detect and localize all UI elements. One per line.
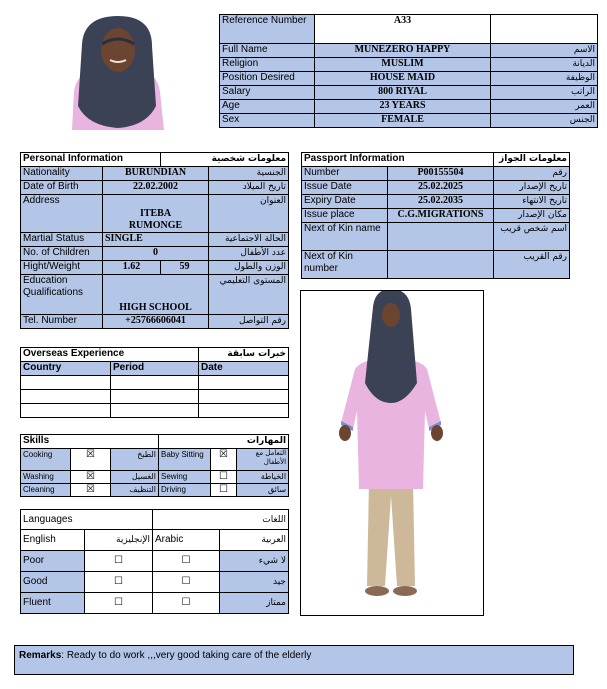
address-value	[103, 195, 209, 233]
kin-name-ar: اسم شخص قريب	[494, 223, 570, 251]
kin-name-label: Next of Kin name	[302, 223, 388, 251]
full-name-label: Full Name	[220, 44, 315, 58]
skill-sewing-ar: الخياطة	[237, 471, 289, 484]
age-value: 23 YEARS	[315, 100, 491, 114]
weight-value: 59	[161, 261, 209, 275]
salary-value: 800 RIYAL	[315, 86, 491, 100]
religion-label: Religion	[220, 58, 315, 72]
issue-place-label: Issue place	[302, 209, 388, 223]
overseas-col-country: Country	[21, 362, 111, 376]
education-label: Education Qualifications	[21, 275, 103, 315]
dob-ar: تاريخ الميلاد	[209, 181, 289, 195]
marital-label: Martial Status	[21, 233, 103, 247]
age-ar: العمر	[491, 100, 598, 114]
lang-english-ar: الإنجليزية	[85, 530, 153, 551]
personal-info-table	[20, 152, 289, 329]
kin-name-value	[388, 223, 494, 251]
tel-ar: رقم التواصل	[209, 315, 289, 329]
tel-value: +25766606041	[103, 315, 209, 329]
passport-info-title-ar: معلومات الجواز	[494, 153, 570, 167]
expiry-date-value: 25.02.2035	[388, 195, 494, 209]
passport-number-label: Number	[302, 167, 388, 181]
lang-good-arabic-checkbox[interactable]: ☐	[153, 572, 220, 593]
portrait-image	[14, 14, 218, 130]
full-body-image	[301, 291, 483, 615]
personal-info-title-ar: معلومات شخصية	[161, 153, 289, 167]
reference-number-label: Reference Number	[220, 15, 315, 44]
skill-washing-checkbox[interactable]: ☒	[71, 471, 111, 484]
skill-cooking-label: Cooking	[21, 449, 71, 471]
skill-cooking-checkbox[interactable]: ☒	[71, 449, 111, 471]
address-line1: ITEBA	[139, 208, 172, 219]
skills-title: Skills	[21, 435, 159, 449]
sex-label: Sex	[220, 114, 315, 128]
skill-washing-label: Washing	[21, 471, 71, 484]
position-value: HOUSE MAID	[315, 72, 491, 86]
height-weight-ar: الوزن والطول	[209, 261, 289, 275]
position-label: Position Desired	[220, 72, 315, 86]
children-ar: عدد الأطفال	[209, 247, 289, 261]
salary-ar: الراتب	[491, 86, 598, 100]
dob-value: 22.02.2002	[103, 181, 209, 195]
lang-arabic-label: Arabic	[153, 530, 220, 551]
height-weight-label: Hight/Weight	[21, 261, 103, 275]
overseas-cell	[21, 404, 111, 418]
skill-babysitting-checkbox[interactable]: ☒	[211, 449, 237, 471]
children-label: No. of Children	[21, 247, 103, 261]
remarks-label: Remarks	[19, 650, 62, 661]
overseas-title: Overseas Experience	[21, 348, 199, 362]
full-body-photo	[300, 290, 484, 616]
skills-title-ar: المهارات	[159, 435, 289, 449]
overseas-cell	[21, 390, 111, 404]
overseas-cell	[111, 376, 199, 390]
skill-driving-label: Driving	[159, 484, 211, 497]
lang-good-label: Good	[21, 572, 85, 593]
expiry-date-label: Expiry Date	[302, 195, 388, 209]
position-ar: الوظيفة	[491, 72, 598, 86]
skill-sewing-label: Sewing	[159, 471, 211, 484]
religion-ar: الديانة	[491, 58, 598, 72]
lang-good-ar: جيد	[220, 572, 289, 593]
sex-value: FEMALE	[315, 114, 491, 128]
skill-cleaning-ar: التنظيف	[111, 484, 159, 497]
lang-poor-label: Poor	[21, 551, 85, 572]
overseas-col-period: Period	[111, 362, 199, 376]
marital-ar: الحالة الاجتماعية	[209, 233, 289, 247]
full-name-value: MUNEZERO HAPPY	[315, 44, 491, 58]
lang-fluent-english-checkbox[interactable]: ☐	[85, 593, 153, 614]
skill-cleaning-label: Cleaning	[21, 484, 71, 497]
overseas-cell	[199, 376, 289, 390]
overseas-row	[21, 404, 289, 418]
education-value: HIGH SCHOOL	[103, 275, 209, 315]
passport-number-value: P00155504	[388, 167, 494, 181]
address-label: Address	[21, 195, 103, 233]
full-name-ar: الاسم	[491, 44, 598, 58]
salary-label: Salary	[220, 86, 315, 100]
lang-poor-english-checkbox[interactable]: ☐	[85, 551, 153, 572]
overseas-row	[21, 376, 289, 390]
nationality-label: Nationality	[21, 167, 103, 181]
children-value: 0	[103, 247, 209, 261]
languages-title-ar: اللغات	[153, 510, 289, 530]
height-value: 1.62	[103, 261, 161, 275]
sex-ar: الجنس	[491, 114, 598, 128]
nationality-value: BURUNDIAN	[103, 167, 209, 181]
skill-sewing-checkbox[interactable]: ☐	[211, 471, 237, 484]
remarks-box	[14, 645, 574, 675]
lang-poor-arabic-checkbox[interactable]: ☐	[153, 551, 220, 572]
skill-driving-checkbox[interactable]: ☐	[211, 484, 237, 497]
lang-fluent-label: Fluent	[21, 593, 85, 614]
kin-number-value	[388, 251, 494, 279]
lang-poor-ar: لا شيء	[220, 551, 289, 572]
kin-number-ar: رقم القريب	[494, 251, 570, 279]
languages-table	[20, 509, 289, 614]
religion-value: MUSLIM	[315, 58, 491, 72]
nationality-ar: الجنسية	[209, 167, 289, 181]
tel-label: Tel. Number	[21, 315, 103, 329]
kin-number-label: Next of Kin number	[302, 251, 388, 279]
overseas-col-date: Date	[199, 362, 289, 376]
issue-date-value: 25.02.2025	[388, 181, 494, 195]
lang-fluent-arabic-checkbox[interactable]: ☐	[153, 593, 220, 614]
overseas-cell	[21, 376, 111, 390]
marital-value: SINGLE	[103, 233, 209, 247]
skills-table	[20, 434, 289, 497]
issue-place-value: C.G.MIGRATIONS	[388, 209, 494, 223]
issue-place-ar: مكان الإصدار	[494, 209, 570, 223]
education-ar: المستوى التعليمي	[209, 275, 289, 315]
overseas-title-ar: خبرات سابقة	[199, 348, 289, 362]
header-table	[219, 14, 598, 128]
dob-label: Date of Birth	[21, 181, 103, 195]
lang-english-label: English	[21, 530, 85, 551]
lang-arabic-ar: العربية	[220, 530, 289, 551]
passport-info-table	[301, 152, 570, 279]
remarks-text: : Ready to do work ,,,very good taking care of the elderly	[61, 650, 312, 661]
address-ar: العنوان	[209, 195, 289, 233]
skill-washing-ar: الغسيل	[111, 471, 159, 484]
skill-babysitting-ar: التعامل مع الأطفال	[237, 449, 289, 471]
passport-info-title: Passport Information	[302, 153, 494, 167]
personal-info-title: Personal Information	[21, 153, 161, 167]
reference-number-value: A33	[315, 15, 491, 44]
issue-date-ar: تاريخ الإصدار	[494, 181, 570, 195]
lang-fluent-ar: ممتاز	[220, 593, 289, 614]
lang-good-english-checkbox[interactable]: ☐	[85, 572, 153, 593]
overseas-cell	[199, 390, 289, 404]
languages-title: Languages	[21, 510, 153, 530]
overseas-cell	[199, 404, 289, 418]
passport-number-ar: رقم	[494, 167, 570, 181]
overseas-row	[21, 390, 289, 404]
reference-number-empty	[491, 15, 598, 44]
overseas-cell	[111, 390, 199, 404]
age-label: Age	[220, 100, 315, 114]
expiry-date-ar: تاريخ الانتهاء	[494, 195, 570, 209]
overseas-cell	[111, 404, 199, 418]
overseas-table	[20, 347, 289, 418]
issue-date-label: Issue Date	[302, 181, 388, 195]
skill-babysitting-label: Baby Sitting	[159, 449, 211, 471]
portrait-photo	[14, 14, 218, 130]
skill-cleaning-checkbox[interactable]: ☒	[71, 484, 111, 497]
address-line2: RUMONGE	[128, 220, 183, 231]
skill-cooking-ar: الطبخ	[111, 449, 159, 471]
skill-driving-ar: سائق	[237, 484, 289, 497]
